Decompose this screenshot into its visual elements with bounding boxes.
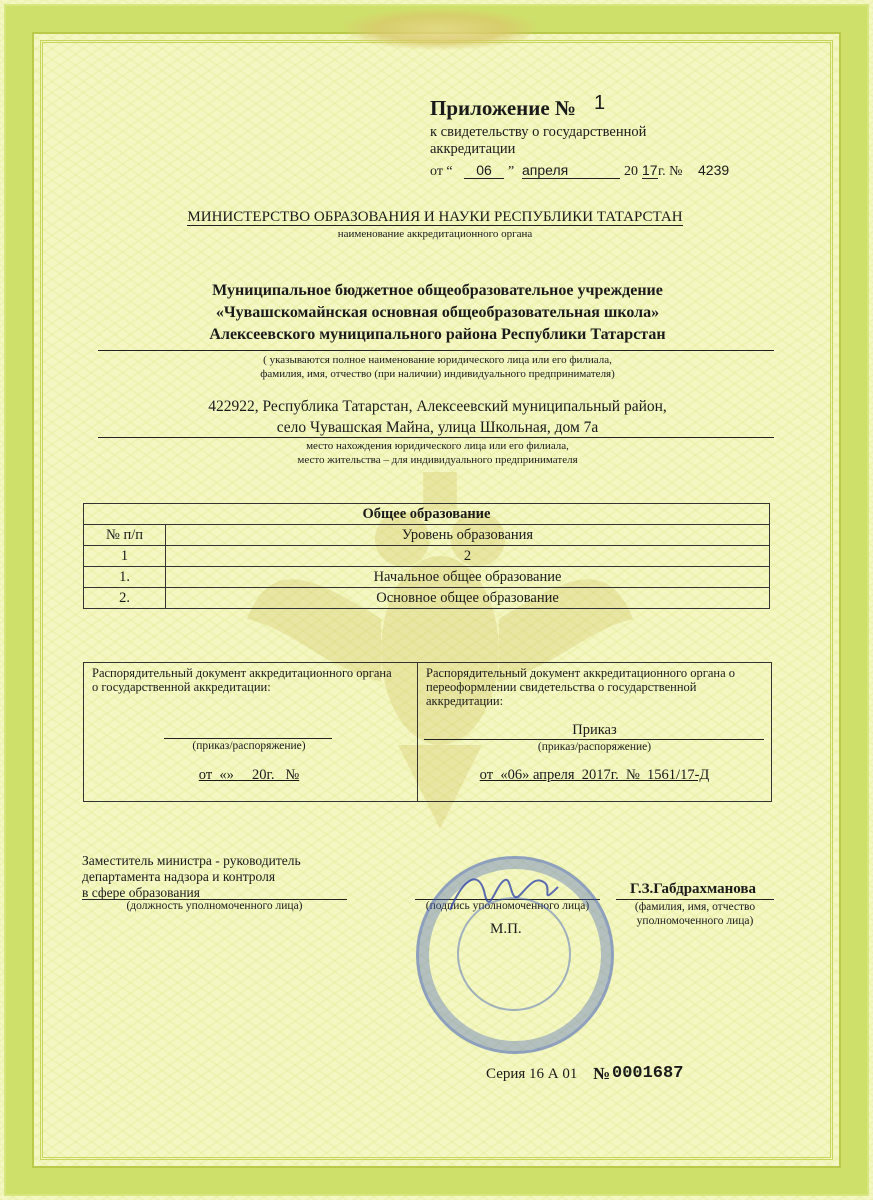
top-ornament xyxy=(340,8,540,50)
address-line-1: 422922, Республика Татарстан, Алексеевский муниципальный район, xyxy=(208,398,667,415)
appendix-number: 1 xyxy=(594,92,606,114)
position-line-1: Заместитель министра - руководитель xyxy=(82,853,301,868)
date-year-suffix: 17 xyxy=(642,162,658,178)
reissue-document-line xyxy=(424,739,764,740)
organization-caption-1: ( указываются полное наименование юридического лица или его филиала, xyxy=(263,354,612,366)
organization-line-1: Муниципальное бюджетное общеобразовательное учреждение xyxy=(212,282,663,299)
column-header-level: Уровень образования xyxy=(166,525,770,546)
series-number-mark: № xyxy=(593,1064,611,1083)
accreditation-document-date: от «» 20г. № xyxy=(198,767,300,783)
education-table-title: Общее образование xyxy=(84,504,770,525)
position-line-3: в сфере образования xyxy=(82,885,200,900)
seal-mark: М.П. xyxy=(490,921,522,937)
accreditation-document-line xyxy=(164,738,332,739)
series-label: Серия 16 А 01 xyxy=(486,1066,578,1082)
reissue-document-caption: (приказ/распоряжение) xyxy=(537,741,652,753)
address-underline xyxy=(98,437,774,438)
authority-name-text: МИНИСТЕРСТВО ОБРАЗОВАНИЯ И НАУКИ РЕСПУБЛИКИ ТАТАРСТАН xyxy=(187,209,683,225)
name-caption-1: (фамилия, имя, отчество xyxy=(634,901,756,913)
accreditation-document xyxy=(84,663,418,801)
signatory-position xyxy=(82,853,301,901)
address xyxy=(80,396,795,438)
reissue-document-label: Распорядительный документ аккредитационного органа о переоформлении свидетельства о государственной аккредитации: xyxy=(426,666,735,708)
address-caption-1: место нахождения юридического лица или его филиала, xyxy=(306,440,569,452)
name-caption xyxy=(614,900,776,928)
date-year-mark: г. № xyxy=(658,164,683,179)
row-number: 1. xyxy=(84,567,166,588)
accreditation-document-caption: (приказ/распоряжение) xyxy=(192,740,306,752)
row-level: Основное общее образование xyxy=(166,588,770,609)
organization-underline xyxy=(98,350,774,351)
date-quote-close: ” xyxy=(508,164,515,179)
authority-caption: наименование аккредитационного органа xyxy=(337,228,533,240)
address-line-2: село Чувашская Майна, улица Школьная, дом 7а xyxy=(276,419,599,436)
organization-line-3: Алексеевского муниципального района Республики Татарстан xyxy=(209,326,666,343)
date-year-prefix: 20 xyxy=(624,164,638,179)
organization-caption xyxy=(80,353,795,381)
address-caption xyxy=(80,439,795,467)
position-caption: (должность уполномоченного лица) xyxy=(126,900,303,912)
authority-name xyxy=(100,209,770,226)
handwritten-signature xyxy=(440,865,570,925)
table-row xyxy=(84,567,770,588)
signatory-name: Г.З.Габдрахманова xyxy=(630,881,757,897)
reissue-document-date: от «06» апреля 2017г. № 1561/17-Д xyxy=(479,767,710,783)
column-index-level: 2 xyxy=(166,546,770,567)
appendix-title: Приложение № xyxy=(430,96,577,120)
date-month: апреля xyxy=(522,162,620,179)
name-caption-2: уполномоченного лица) xyxy=(636,915,754,927)
series-number: 0001687 xyxy=(612,1064,684,1083)
organization-line-2: «Чувашскомайнская основная общеобразовательная школа» xyxy=(215,304,660,321)
table-row xyxy=(84,588,770,609)
documents-box xyxy=(83,662,772,802)
row-number: 2. xyxy=(84,588,166,609)
organization-name xyxy=(80,280,795,346)
certificate-number: 4239 xyxy=(698,162,730,178)
date-prefix: от “ xyxy=(430,164,453,179)
appendix-date xyxy=(430,162,750,184)
organization-caption-2: фамилия, имя, отчество (при наличии) индивидуального предпринимателя) xyxy=(260,368,615,380)
column-index-number: 1 xyxy=(84,546,166,567)
reissue-document xyxy=(418,663,771,801)
reissue-document-type: Приказ xyxy=(572,722,617,738)
row-level: Начальное общее образование xyxy=(166,567,770,588)
signature-caption: (подпись уполномоченного лица) xyxy=(425,900,590,912)
column-header-number: № п/п xyxy=(84,525,166,546)
appendix-subtitle: к свидетельству о государственной аккредитации xyxy=(430,124,647,157)
address-caption-2: место жительства – для индивидуального предпринимателя xyxy=(297,454,578,466)
education-table xyxy=(83,503,770,609)
accreditation-document-label: Распорядительный документ аккредитационного органа о государственной аккредитации: xyxy=(92,666,392,694)
date-day: 06 xyxy=(464,162,504,179)
position-line-2: департамента надзора и контроля xyxy=(82,869,276,884)
